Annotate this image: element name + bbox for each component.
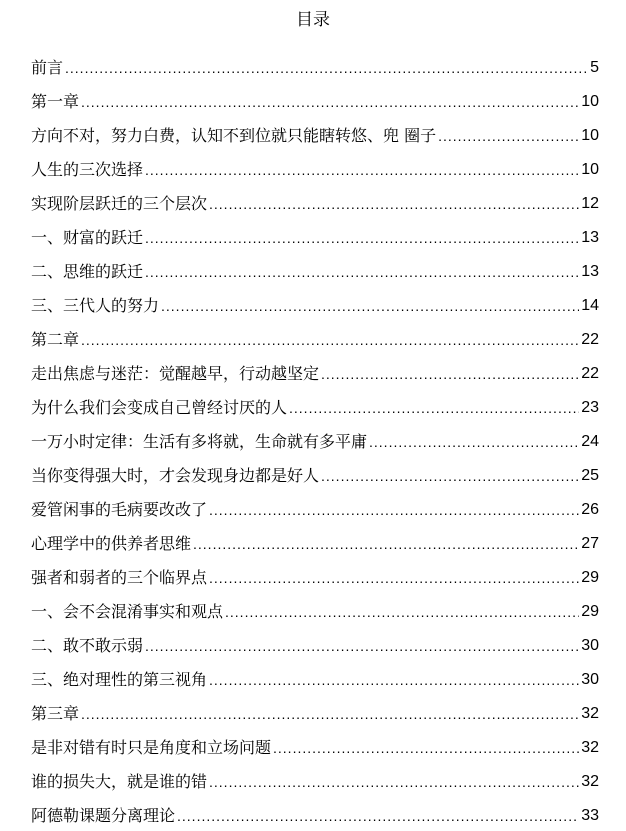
toc-dot-leader <box>369 432 579 452</box>
toc-entry-page-number: 32 <box>581 739 599 756</box>
toc-entry-title: 人生的三次选择 <box>31 160 144 179</box>
toc-dot-leader <box>145 636 579 656</box>
toc-dot-leader <box>81 92 579 112</box>
toc-entry-title: 谁的损失大，就是谁的错 <box>31 772 208 791</box>
toc-entry-page-number: 29 <box>581 569 599 586</box>
toc-entry-title: 一万小时定律：生活有多将就，生命就有多平庸 <box>31 432 368 451</box>
page-title: 目录 <box>296 10 330 30</box>
toc-entry-title: 第二章 <box>31 330 80 349</box>
toc-dot-leader <box>438 126 579 146</box>
toc-entry[interactable] <box>31 78 599 112</box>
toc-dot-leader <box>209 568 579 588</box>
toc-dot-leader <box>145 160 579 180</box>
toc-dot-leader <box>321 364 579 384</box>
toc-entry-title: 二、敢不敢示弱 <box>31 636 144 655</box>
toc-entry[interactable] <box>31 486 599 520</box>
toc-entry-title: 为什么我们会变成自己曾经讨厌的人 <box>31 398 288 417</box>
toc-entry-page-number: 27 <box>581 535 599 552</box>
toc-entry-page-number: 22 <box>581 365 599 382</box>
toc-entry-title: 心理学中的供养者思维 <box>31 534 192 553</box>
toc-entry[interactable] <box>31 214 599 248</box>
toc-entry-page-number: 23 <box>581 399 599 416</box>
toc-entry-page-number: 30 <box>581 637 599 654</box>
toc-entry-title: 是非对错有时只是角度和立场问题 <box>31 738 272 757</box>
toc-entry[interactable] <box>31 112 599 146</box>
toc-entry[interactable] <box>31 554 599 588</box>
toc-dot-leader <box>161 296 579 316</box>
toc-entry-title: 阿德勒课题分离理论 <box>31 806 176 825</box>
toc-entry-page-number: 13 <box>581 263 599 280</box>
toc-entry-title: 走出焦虑与迷茫：觉醒越早，行动越坚定 <box>31 364 320 383</box>
toc-entry[interactable] <box>31 792 599 826</box>
toc-dot-leader <box>81 704 579 724</box>
toc-entry-title: 实现阶层跃迁的三个层次 <box>31 194 208 213</box>
toc-entry-page-number: 32 <box>581 773 599 790</box>
toc-entry-page-number: 22 <box>581 331 599 348</box>
toc-entry[interactable] <box>31 44 599 78</box>
toc-entry-title: 第三章 <box>31 704 80 723</box>
toc-dot-leader <box>145 262 579 282</box>
toc-entry-title: 第一章 <box>31 92 80 111</box>
toc-dot-leader <box>145 228 579 248</box>
toc-dot-leader <box>65 58 588 78</box>
toc-dot-leader <box>193 534 579 554</box>
toc-entry[interactable] <box>31 418 599 452</box>
toc-entry-page-number: 10 <box>581 127 599 144</box>
toc-entry-page-number: 5 <box>590 59 599 76</box>
toc-entry[interactable] <box>31 724 599 758</box>
toc-entry-title: 强者和弱者的三个临界点 <box>31 568 208 587</box>
toc-entry-page-number: 26 <box>581 501 599 518</box>
toc-dot-leader <box>209 670 579 690</box>
toc-entry-title: 方向不对，努力白费，认知不到位就只能瞎转悠、兜 圈子 <box>31 126 437 145</box>
toc-entry[interactable] <box>31 350 599 384</box>
toc-entry[interactable] <box>31 758 599 792</box>
toc-dot-leader <box>209 500 579 520</box>
toc-entry-page-number: 12 <box>581 195 599 212</box>
toc-entry-page-number: 24 <box>581 433 599 450</box>
toc-entry[interactable] <box>31 656 599 690</box>
toc-entry[interactable] <box>31 690 599 724</box>
toc-dot-leader <box>209 194 579 214</box>
toc-entry[interactable] <box>31 180 599 214</box>
toc-entry-page-number: 29 <box>581 603 599 620</box>
toc-dot-leader <box>289 398 579 418</box>
table-of-contents <box>31 44 599 826</box>
toc-dot-leader <box>209 772 579 792</box>
toc-entry-page-number: 30 <box>581 671 599 688</box>
toc-entry[interactable] <box>31 316 599 350</box>
toc-dot-leader <box>273 738 579 758</box>
toc-entry[interactable] <box>31 384 599 418</box>
toc-entry-title: 爱管闲事的毛病要改改了 <box>31 500 208 519</box>
toc-entry[interactable] <box>31 248 599 282</box>
toc-entry-title: 三、三代人的努力 <box>31 296 160 315</box>
toc-dot-leader <box>225 602 579 622</box>
toc-entry-page-number: 25 <box>581 467 599 484</box>
toc-entry-title: 一、会不会混淆事实和观点 <box>31 602 224 621</box>
toc-entry[interactable] <box>31 282 599 316</box>
toc-entry-page-number: 13 <box>581 229 599 246</box>
toc-entry-page-number: 33 <box>581 807 599 824</box>
toc-entry-title: 前言 <box>31 58 64 77</box>
toc-entry-title: 一、财富的跃迁 <box>31 228 144 247</box>
toc-dot-leader <box>321 466 579 486</box>
toc-entry[interactable] <box>31 146 599 180</box>
toc-entry-title: 三、绝对理性的第三视角 <box>31 670 208 689</box>
toc-entry[interactable] <box>31 520 599 554</box>
toc-entry[interactable] <box>31 452 599 486</box>
toc-entry-title: 二、思维的跃迁 <box>31 262 144 281</box>
toc-entry-page-number: 10 <box>581 93 599 110</box>
toc-dot-leader <box>81 330 579 350</box>
toc-dot-leader <box>177 806 579 826</box>
toc-entry-page-number: 14 <box>581 297 599 314</box>
toc-entry-page-number: 32 <box>581 705 599 722</box>
toc-entry[interactable] <box>31 622 599 656</box>
toc-entry-page-number: 10 <box>581 161 599 178</box>
toc-entry[interactable] <box>31 588 599 622</box>
toc-entry-title: 当你变得强大时，才会发现身边都是好人 <box>31 466 320 485</box>
